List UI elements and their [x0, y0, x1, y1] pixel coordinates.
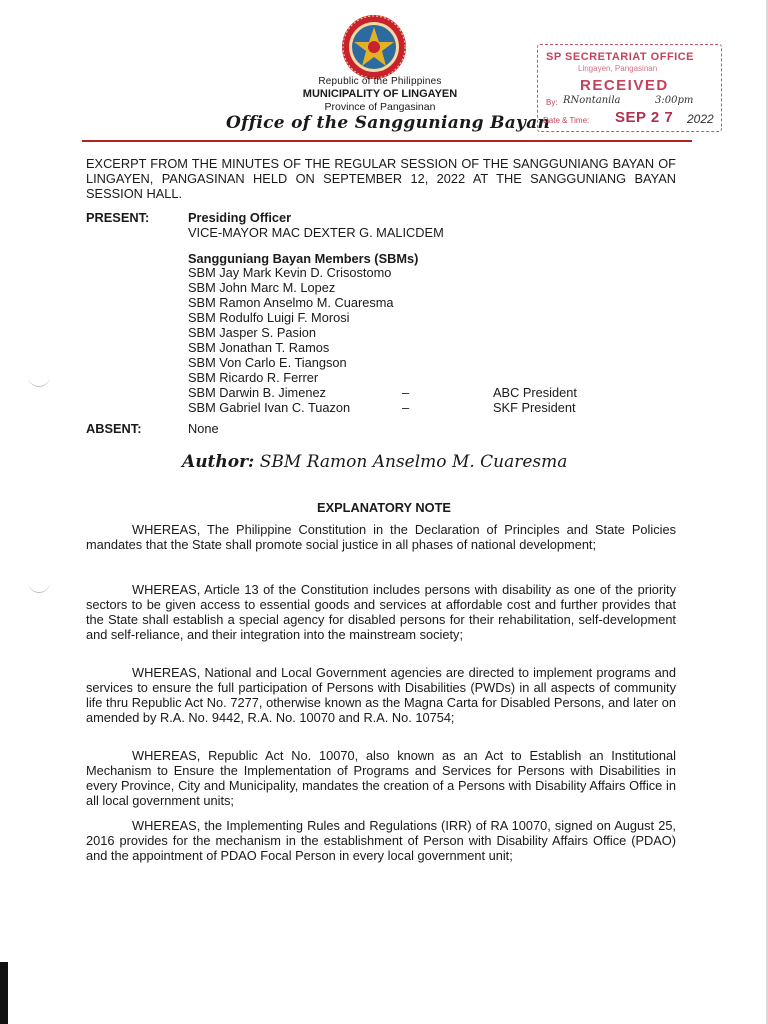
member-name: SBM Darwin B. Jimenez [188, 385, 326, 400]
municipal-seal-icon [341, 14, 407, 80]
member-name: SBM Jasper S. Pasion [188, 325, 317, 340]
member-name: SBM Jonathan T. Ramos [188, 340, 330, 355]
paragraph-text: WHEREAS, the Implementing Rules and Regulations (IRR) of RA 10070, signed on August 25, 2016 provides for the mechanism in the establishment of Person with Disability Affairs Office (PDAO) and the appointment of PDAO Focal Person in every local government unit; [86, 818, 676, 863]
paragraph-text: WHEREAS, The Philippine Constitution in the Declaration of Principles and State Policies mandates that the State shall promote social justice in all phases of national development; [86, 522, 676, 552]
stamp-by-label: By: [546, 98, 558, 107]
present-label: PRESENT: [86, 210, 150, 225]
stamp-date-label: Date & Time: [543, 116, 590, 125]
presiding-label: Presiding Officer [188, 210, 292, 225]
member-dash: – [402, 400, 410, 415]
paragraph-text: WHEREAS, Article 13 of the Constitution includes persons with disability as one of the priority sectors to be given access to essential goods and services at affordable cost and further provides that the State shall establish a special agency for disabled persons for their rehabilitation, self-development and self-reliance, and their integration into the mainstream society; [86, 582, 676, 642]
paragraph-text: WHEREAS, Republic Act No. 10070, also known as an Act to Establish an Institutional Mechanism to Ensure the Implementation of Programs and Services for Persons with Disabilities in every Province, City and Municipality, mandates the creation of a Persons with Disability Affairs Office in all local government units; [86, 748, 676, 808]
stamp-time: 3:00pm [655, 95, 694, 106]
punch-hole-mark [28, 374, 50, 387]
stamp-date: SEP 2 7 [615, 109, 674, 126]
author-name: SBM Ramon Anselmo M. Cuaresma [259, 452, 568, 472]
header-republic: Republic of the Philippines [318, 76, 442, 87]
scan-edge [0, 962, 8, 1024]
stamp-office: SP SECRETARIAT OFFICE [546, 51, 695, 63]
punch-hole-mark [28, 580, 50, 593]
member-name: SBM Jay Mark Kevin D. Crisostomo [188, 265, 392, 280]
received-stamp [537, 44, 722, 132]
member-name: SBM John Marc M. Lopez [188, 280, 336, 295]
absent-label: ABSENT: [86, 421, 142, 436]
header-municipality: MUNICIPALITY OF LINGAYEN [302, 88, 458, 100]
member-name: SBM Ricardo R. Ferrer [188, 370, 319, 385]
stamp-signature: RNontanila [563, 95, 621, 106]
author-label: Author: [182, 452, 255, 472]
whereas-paragraph [86, 582, 676, 642]
paragraph-text: WHEREAS, National and Local Government agencies are directed to implement programs and services to ensure the full participation of Persons with Disabilities (PWDs) in all aspects of community life thru Republic Act No. 7277, otherwise known as the Magna Carta for Disabled Persons, and later on amended by R.A. No. 9442, R.A. No. 10070 and R.A. No. 10754; [86, 665, 676, 725]
member-role: SKF President [493, 400, 576, 415]
whereas-paragraph [86, 665, 676, 725]
absent-value: None [188, 421, 219, 436]
whereas-paragraph [86, 818, 676, 863]
member-name: SBM Von Carlo E. Tiangson [188, 355, 347, 370]
whereas-paragraph [86, 522, 676, 552]
header-province: Province of Pangasinan [324, 101, 436, 113]
member-dash: – [402, 385, 410, 400]
members-label: Sangguniang Bayan Members (SBMs) [188, 251, 419, 266]
stamp-year: 2022 [687, 112, 714, 126]
stamp-location: Lingayen, Pangasinan [578, 64, 658, 73]
member-name: SBM Ramon Anselmo M. Cuaresma [188, 295, 394, 310]
member-name: SBM Rodulfo Luigi F. Morosi [188, 310, 350, 325]
member-role: ABC President [493, 385, 577, 400]
header-office: Office of the Sangguniang Bayan [226, 113, 551, 133]
author-line [182, 452, 567, 472]
presiding-name: VICE-MAYOR MAC DEXTER G. MALICDEM [188, 225, 444, 240]
document-title: EXPLANATORY NOTE [317, 500, 451, 515]
whereas-paragraph [86, 748, 676, 808]
stamp-received: RECEIVED [580, 77, 669, 94]
excerpt-heading: EXCERPT FROM THE MINUTES OF THE REGULAR SESSION OF THE SANGGUNIANG BAYAN OF LINGAYEN, PANGASINAN HELD ON SEPTEMBER 12, 2022 AT THE SANGGUNIANG BAYAN SESSION HALL. [86, 156, 676, 201]
header-divider [82, 140, 692, 142]
member-name: SBM Gabriel Ivan C. Tuazon [188, 400, 351, 415]
